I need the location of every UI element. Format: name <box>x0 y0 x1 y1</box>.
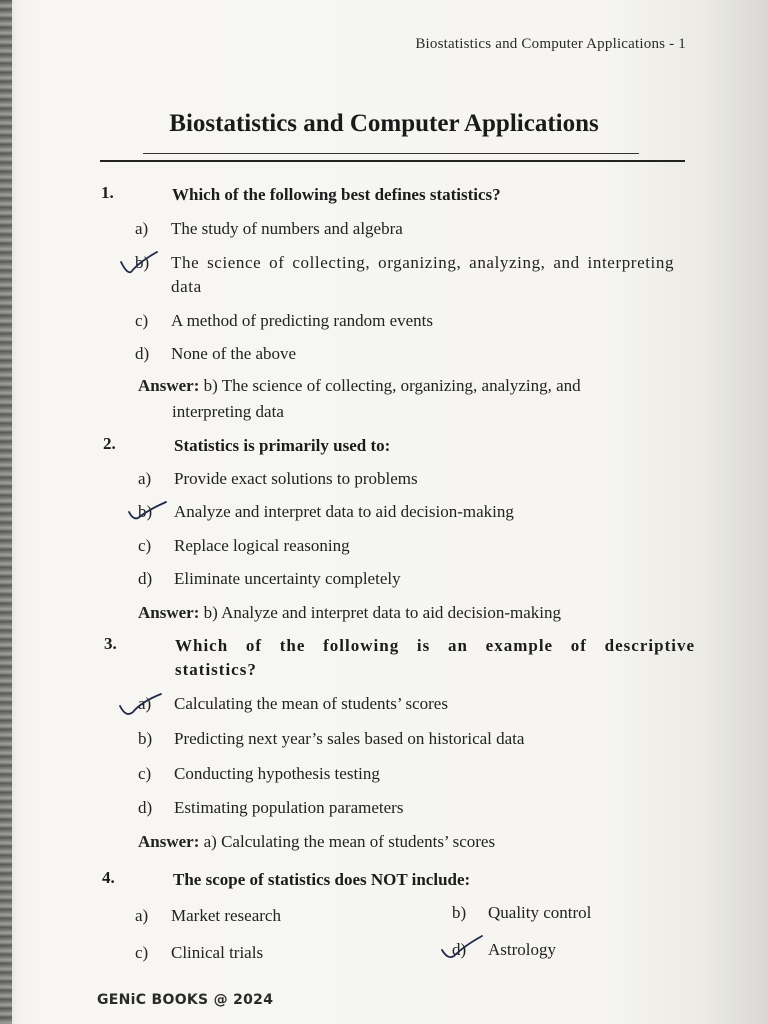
handwritten-check-icon <box>117 690 163 718</box>
answer-text: a) Calculating the mean of students’ scores <box>203 832 496 851</box>
option-text: The study of numbers and algebra <box>171 219 403 238</box>
option-letter: d) <box>138 569 153 588</box>
question-text: The scope of statistics does NOT include: <box>173 870 471 889</box>
title-rule-thin <box>143 153 639 154</box>
page-title: Biostatistics and Computer Applications <box>169 110 599 137</box>
answer-3 <box>138 829 698 855</box>
handwritten-check-icon <box>438 934 484 962</box>
option-text: Eliminate uncertainty completely <box>174 569 401 588</box>
option-text: A method of predicting random events <box>171 311 434 330</box>
option-letter: a) <box>138 694 152 713</box>
option-letter: c) <box>138 764 152 783</box>
option-letter: b) <box>138 729 153 748</box>
option-text: The science of collecting, organizing, analyzing, and interpreting data <box>171 253 675 296</box>
answer-label: Answer: <box>138 603 200 622</box>
option-text: Clinical trials <box>171 943 264 962</box>
option-letter: c) <box>138 536 152 555</box>
question-text: Which of the following is an example of descriptive statistics? <box>175 636 695 679</box>
option-text: Conducting hypothesis testing <box>174 764 380 783</box>
option-text: Quality control <box>488 903 592 922</box>
answer-text: b) Analyze and interpret data to aid decision-making <box>203 603 561 622</box>
question-number: 2. <box>103 434 116 453</box>
question-number: 4. <box>102 868 115 887</box>
handwritten-check-icon <box>117 250 163 278</box>
option-text: Estimating population parameters <box>174 798 404 817</box>
answer-text-continued: interpreting data <box>172 402 284 421</box>
option-letter: a) <box>138 469 152 488</box>
answer-1 <box>138 373 698 425</box>
option-letter: b) <box>452 903 467 922</box>
answer-label: Answer: <box>138 376 200 395</box>
option-letter: b) <box>138 502 153 521</box>
option-text: Provide exact solutions to problems <box>174 469 418 488</box>
option-letter: a) <box>135 906 149 925</box>
answer-text: b) The science of collecting, organizing, analyzing, and <box>203 376 581 395</box>
option-text: Predicting next year’s sales based on historical data <box>174 729 525 748</box>
option-letter: d) <box>138 798 153 817</box>
option-letter: c) <box>135 311 149 330</box>
option-text: Astrology <box>488 940 556 959</box>
answer-2 <box>138 600 698 626</box>
handwritten-check-icon <box>124 498 170 526</box>
running-head: Biostatistics and Computer Applications - 1 <box>415 36 686 52</box>
option-letter: d) <box>135 344 150 363</box>
option-letter: a) <box>135 219 149 238</box>
option-text: Analyze and interpret data to aid decision-making <box>174 502 514 521</box>
option-text: None of the above <box>171 344 297 363</box>
option-letter: d) <box>452 940 467 959</box>
option-letter: b) <box>135 253 150 272</box>
option-text: Calculating the mean of students’ scores <box>174 694 448 713</box>
question-number: 3. <box>104 634 117 653</box>
question-number: 1. <box>101 183 114 202</box>
question-text: Which of the following best defines statistics? <box>172 185 501 204</box>
publisher-footer: GENiC BOOKS @ 2024 <box>97 992 274 1008</box>
answer-label: Answer: <box>138 832 200 851</box>
option-letter: c) <box>135 943 149 962</box>
title-rule-thick <box>100 160 685 162</box>
option-text: Replace logical reasoning <box>174 536 350 555</box>
option-text: Market research <box>171 906 281 925</box>
book-spine-edge <box>0 0 12 1024</box>
question-text: Statistics is primarily used to: <box>174 436 391 455</box>
